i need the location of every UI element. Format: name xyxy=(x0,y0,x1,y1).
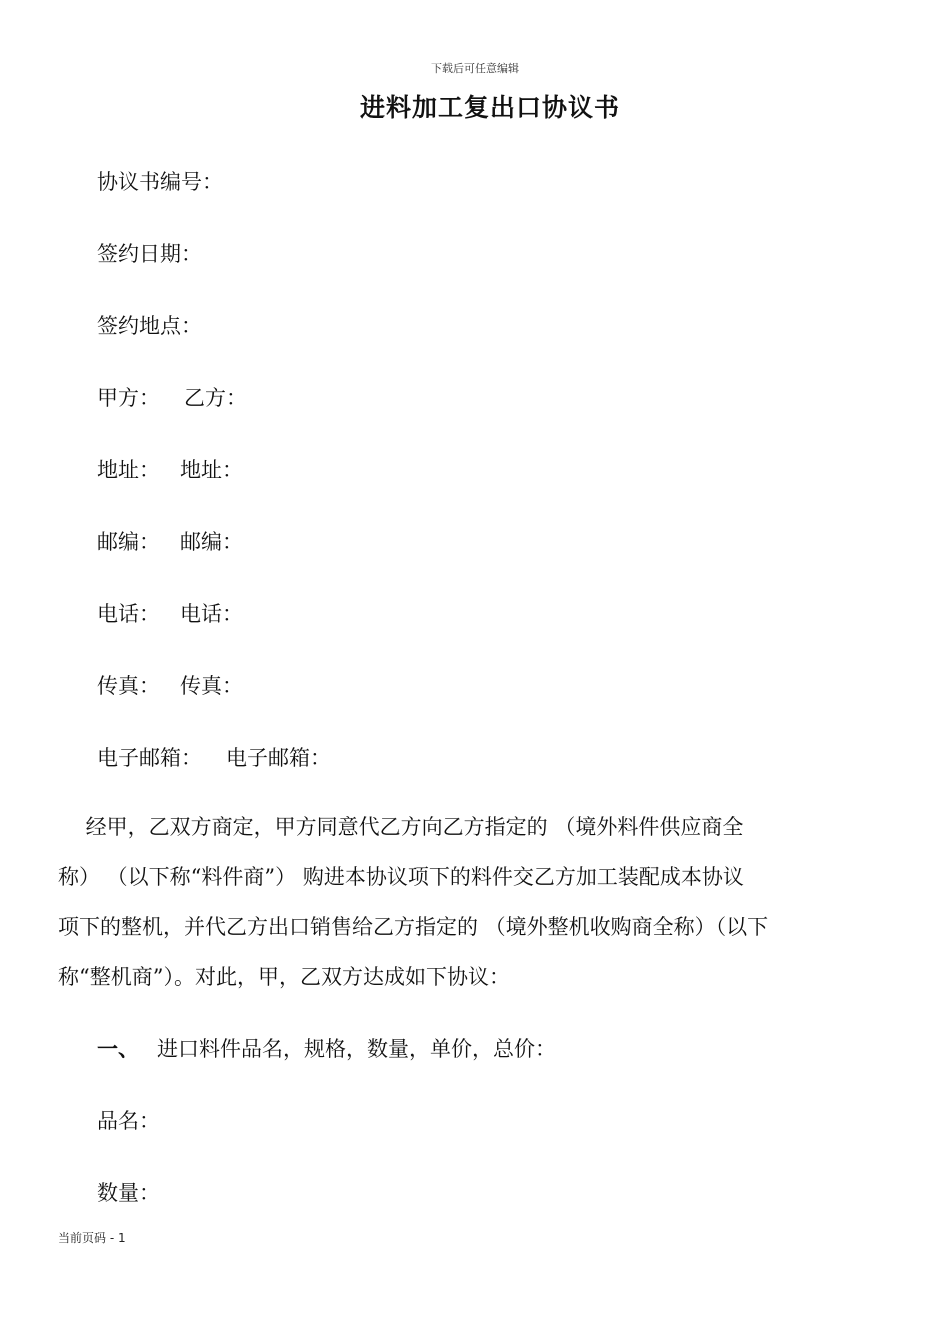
address-b-label: 地址： xyxy=(180,458,243,482)
header-note: 下载后可任意编辑 xyxy=(431,62,519,75)
parties-row xyxy=(97,382,247,412)
intro-line: 项下的整机，并代乙方出口销售给乙方指定的 （境外整机收购商全称）（以下 xyxy=(58,915,769,939)
postcode-b-label: 邮编： xyxy=(180,530,243,554)
intro-line: 称） （以下称“料件商”） 购进本协议项下的料件交乙方加工装配成本协议 xyxy=(58,865,744,889)
fax-b-label: 传真： xyxy=(180,674,243,698)
email-row xyxy=(97,742,331,772)
postcode-row xyxy=(97,526,243,556)
intro-line: 经甲，乙双方商定，甲方同意代乙方向乙方指定的 （境外料件供应商全 xyxy=(58,815,744,839)
item-name-field xyxy=(97,1105,160,1135)
item-name-label: 品名： xyxy=(97,1109,160,1133)
section-1-text: 进口料件品名，规格，数量，单价，总价： xyxy=(157,1037,556,1061)
sign-date-label: 签约日期： xyxy=(97,242,202,266)
email-b-label: 电子邮箱： xyxy=(226,746,331,770)
sign-date-field xyxy=(97,238,202,268)
quantity-field xyxy=(97,1177,160,1207)
address-row xyxy=(97,454,243,484)
sign-place-field xyxy=(97,310,202,340)
phone-row xyxy=(97,598,243,628)
sign-place-label: 签约地点： xyxy=(97,314,202,338)
quantity-label: 数量： xyxy=(97,1181,160,1205)
email-a-label: 电子邮箱： xyxy=(97,746,202,770)
agreement-number-label: 协议书编号： xyxy=(97,170,223,194)
phone-b-label: 电话： xyxy=(180,602,243,626)
document-title: 进料加工复出口协议书 xyxy=(359,93,620,122)
page-number-footer: 当前页码 - 1 xyxy=(58,1231,126,1245)
postcode-a-label: 邮编： xyxy=(97,530,160,554)
intro-paragraph xyxy=(58,802,893,1002)
fax-row xyxy=(97,670,243,700)
party-a-label: 甲方： xyxy=(97,386,160,410)
intro-line: 称“整机商”）。对此，甲，乙双方达成如下协议： xyxy=(58,965,510,989)
section-1-number: 一、 xyxy=(97,1036,139,1061)
party-b-label: 乙方： xyxy=(184,386,247,410)
agreement-number-field xyxy=(97,166,223,196)
address-a-label: 地址： xyxy=(97,458,160,482)
phone-a-label: 电话： xyxy=(97,602,160,626)
fax-a-label: 传真： xyxy=(97,674,160,698)
section-1-heading xyxy=(97,1033,556,1063)
